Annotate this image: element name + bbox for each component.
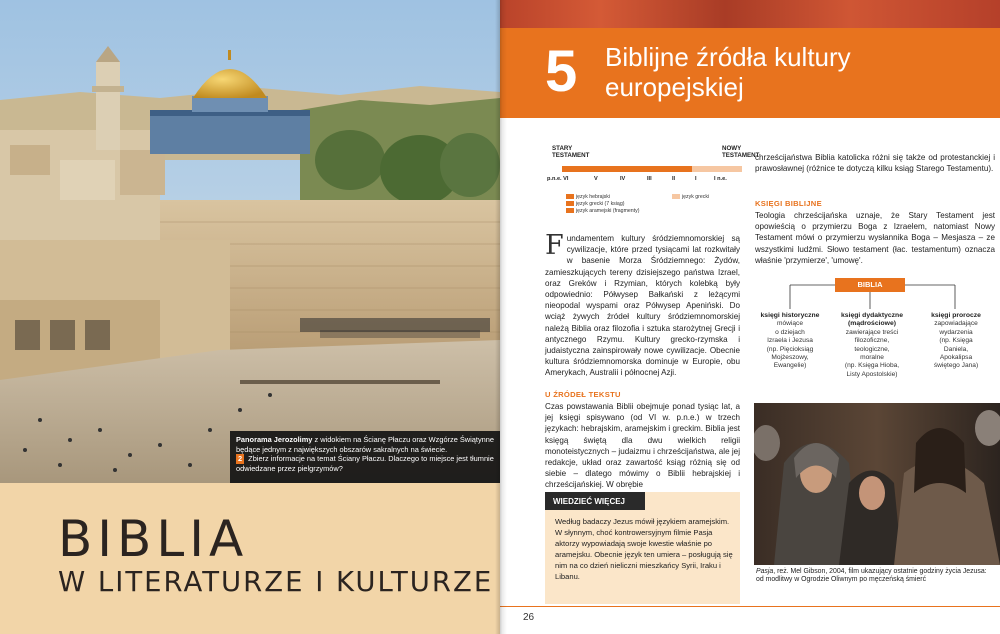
tick-iv: IV (620, 176, 626, 182)
prophetic-line: Apokalipsa (939, 354, 973, 362)
timeline-old-testament-label (552, 145, 589, 159)
book-title: BIBLIA (58, 510, 249, 568)
historical-line: Ewangelie) (773, 362, 807, 370)
new-testament-line1: NOWY (722, 145, 742, 152)
legend-hebrew-text: język hebrajski (576, 194, 611, 200)
film-caption (756, 568, 996, 585)
legend-hebrew (566, 194, 610, 200)
info-box-heading: WIEDZIEĆ WIĘCEJ (545, 492, 645, 510)
didactic-title: księgi dydaktyczne (mądrościowe) (841, 312, 903, 328)
tick-i: I (695, 176, 697, 182)
historical-line: mówiące (776, 320, 804, 328)
didactic-line: moralne (860, 354, 884, 362)
prophetic-line: wydarzenia (939, 328, 973, 336)
legend-greek-text: język grecki (682, 194, 710, 200)
diagram-historical (750, 312, 830, 371)
drop-cap: F (545, 230, 564, 261)
prophetic-line: (np. Księga (939, 337, 973, 345)
section-sources-heading: U ŹRÓDEŁ TEKSTU (545, 390, 621, 399)
legend-greek-old-text: język grecki (7 ksiąg) (576, 201, 625, 207)
intro-text: undamentem kultury śródziemnomorskiej są cywilizacje, które przed tysiącami lat rozkwitały w basenie Morza Śródziemnego: Żydów, zamieszkujących tereny dzisiejszego państwa Izrael, oraz Greków i Rzymian, których kolebką były odpowiednio: Półwysep Bałkański z leżącymi nieopodal wyspami oraz Półwysep Apeniński. Do wciąż żywych źródeł kultury śródziemnomorskiej należą Biblia oraz filozofia i sztuka starożytnej Grecji i antycznego Rzymu. Kultury grecko-rzymska i judaistyczna zainspirowały nowe cywilizacje. Obecnie kultura śródziemnomorska dominuje w Europie, obu Amerykach, Australii i północnej Azji. (545, 234, 740, 378)
legend-greek-old (566, 201, 624, 207)
bible-books-diagram (750, 275, 1000, 395)
fresco-strip (500, 0, 1000, 28)
old-testament-line1: STARY (552, 145, 573, 152)
tick-ii: II (672, 176, 676, 182)
photo-caption (230, 431, 500, 483)
info-box (545, 492, 740, 604)
legend-aramaic-text: język aramejski (fragmenty) (576, 208, 640, 214)
tick-i-ne: I n.e. (714, 176, 727, 182)
jerusalem-panorama-photo (0, 0, 500, 483)
legend-aramaic (566, 208, 639, 214)
column2-text: chrześcijaństwa Biblia katolicka różni się także od protestanckiej i prawosławnej (różnice te dotyczą kilku ksiąg Starego Testamentu). (755, 153, 995, 174)
prophetic-line: zapowiadające (934, 320, 978, 328)
chapter-title-line2: europejskiej (605, 72, 744, 102)
bible-timeline (547, 140, 760, 225)
historical-line: (np. Pięcioksiąg (766, 345, 814, 353)
intro-paragraph (545, 230, 740, 379)
prophetic-line: świętego Jana) (933, 362, 979, 370)
book-gutter-shadow (495, 0, 507, 634)
section-books-heading: KSIĘGI BIBLIJNE (755, 199, 822, 208)
task-number-badge: 2 (238, 454, 243, 464)
tick-v: V (594, 176, 598, 182)
legend-greek (672, 194, 709, 200)
caption-bold: Panorama Jerozolimy (236, 435, 313, 444)
old-testament-line2: TESTAMENT (552, 152, 590, 159)
chapter-title (605, 42, 851, 102)
didactic-line: Listy Apostolskie) (846, 370, 898, 378)
historical-line: Izraela i Jezusa (767, 337, 813, 345)
tick-iii: III (647, 176, 652, 182)
book-subtitle: W LITERATURZE I KULTURZE (58, 566, 494, 598)
prophetic-line: Daniela, (943, 345, 969, 353)
tick-vi: p.n.e. VI (547, 176, 569, 182)
historical-line: o dziejach (775, 328, 805, 336)
film-caption-text: , reż. Mel Gibson, 2004, film ukazujący ostatnie godziny życia Jezusa: od modlitwy w Ogrodzie Oliwnym po męczeńską śmierć (756, 568, 987, 584)
new-testament-line2: TESTAMENT (722, 152, 760, 159)
timeline-bar-light (692, 166, 742, 172)
diagram-prophetic (916, 312, 996, 371)
section-books-text: Teologia chrześcijańska uznaje, że Stary Testament jest opowieścią o przymierzu Boga z Izraelem, natomiast Nowy Testament mówi o przymierzu wysłannika Boga – Mesjasza – ze wszystkimi ludźmi. Słowo testament (łac. testamentum) oznacza właśnie 'przymierze', 'umowę'. (755, 211, 995, 265)
didactic-line: teologiczne, (854, 345, 890, 353)
passion-film-still (754, 403, 1000, 565)
timeline-new-testament-label (722, 145, 759, 159)
info-box-text: Według badaczy Jezus mówił językiem aramejskim. W słynnym, choć kontrowersyjnym filmie Pasja aktorzy wypowiadają swoje kwestie właśnie po aramejsku. Obecnie język ten umiera – posługują się nim na co dzień nieliczni mieszkańcy Syrii, Iraku i Libanu. (555, 517, 733, 581)
caption-task: Zbierz informacje na temat Ściany Płaczu. Dlaczego to miejsce jest tłumnie odwiedzane przez pielgrzymów? (236, 454, 494, 473)
section-sources-text: Czas powstawania Biblii obejmuje ponad tysiąc lat, a jej księgi spisywano (od VI w. p.n.e.) w trzech językach: hebrajskim, aramejskim i greckim. Biblia jest księgą świętą dla dwu wielkich religii monoteistycznych – judaizmu i chrześcijaństwa, ale jej redakcje, układ oraz zawartość ksiąg różnią się od siebie – dlatego mówimy o Biblii hebrajskiej i chrześcijańskiej. W obrębie (545, 402, 740, 490)
chapter-title-line1: Biblijne źródła kultury (605, 42, 851, 72)
historical-line: Mojżeszowy, (771, 354, 809, 362)
historical-title: księgi historyczne (760, 312, 820, 319)
diagram-didactic (832, 312, 912, 379)
chapter-number: 5 (545, 39, 578, 104)
caption-text: z widokiem na Ścianę Płaczu oraz Wzgórze Świątynne będące jednym z największych obszarów sakralnych na świecie. (236, 435, 494, 454)
page-number: 26 (523, 612, 535, 623)
diagram-root-box: BIBLIA (835, 278, 905, 292)
right-page (500, 0, 1000, 634)
footer-rule (500, 606, 1000, 607)
prophetic-title: księgi prorocze (931, 312, 981, 319)
didactic-line: filozoficzne, (854, 337, 890, 345)
didactic-line: (np. Księga Hioba, (844, 362, 900, 370)
film-caption-title: Pasja (756, 568, 774, 575)
didactic-line: zawierające treści (845, 328, 899, 336)
